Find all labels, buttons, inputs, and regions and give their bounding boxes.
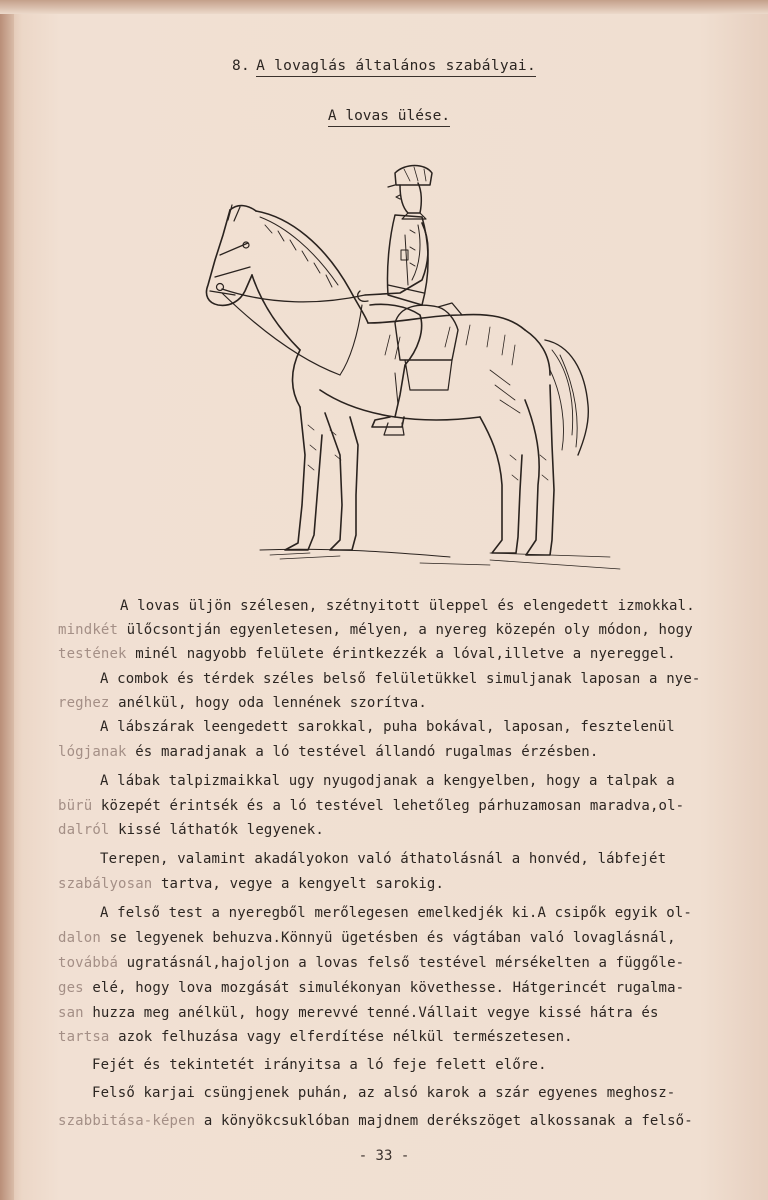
text-line-19: Fejét és tekintetét irányitsa a ló feje felett előre. (92, 1057, 547, 1073)
section-heading (0, 58, 768, 74)
subsection-title: A lovas ülése. (328, 108, 450, 127)
text-line-6: A lábszárak leengedett sarokkal, puha bokával, laposan, fesztelenül (100, 719, 675, 735)
text-line-21: szabbitása-képen a könyökcsuklóban majdnem derékszöget alkossanak a felső- (58, 1113, 693, 1129)
text-line-2: mindkét ülőcsontján egyenletesen, mélyen, a nyereg közepén oly módon, hogy (58, 622, 693, 638)
horse-and-rider-drawing-icon (190, 155, 640, 575)
text-line-14: dalon se legyenek behuzva.Könnyü ügetésben és vágtában való lovaglásnál, (58, 930, 676, 946)
book-spine-shadow (0, 0, 14, 1200)
text-line-11: Terepen, valamint akadályokon való áthatolásnál a honvéd, lábfejét (100, 851, 667, 867)
text-line-1: A lovas üljön szélesen, szétnyitott üleppel és elengedett izmokkal. (120, 598, 695, 614)
text-line-9: bürü közepét érintsék és a ló testével lehetőleg párhuzamosan maradva,ol- (58, 798, 685, 814)
text-line-18: tartsa azok felhuzása vagy elferdítése nélkül természetesen. (58, 1029, 573, 1045)
page-number: - 33 - (358, 1148, 410, 1164)
text-line-17: san huzza meg anélkül, hogy merevvé tenné.Vállait vegye kissé hátra és (58, 1005, 659, 1021)
section-title: A lovaglás általános szabályai. (256, 58, 536, 77)
text-line-13: A felső test a nyeregből merőlegesen emelkedjék ki.A csipők egyik ol- (100, 905, 692, 921)
text-line-4: A combok és térdek széles belső felületükkel simuljanak laposan a nye- (100, 671, 701, 687)
text-line-8: A lábak talpizmaikkal ugy nyugodjanak a kengyelben, hogy a talpak a (100, 773, 675, 789)
text-line-5: reghez anélkül, hogy oda lennének szorítva. (58, 695, 427, 711)
text-line-20: Felső karjai csüngjenek puhán, az alsó karok a szár egyenes meghosz- (92, 1085, 676, 1101)
text-line-7: lógjanak és maradjanak a ló testével állandó rugalmas érzésben. (58, 744, 599, 760)
text-line-3: testének minél nagyobb felülete érintkezzék a lóval,illetve a nyereggel. (58, 646, 676, 662)
subsection-heading (0, 108, 768, 124)
text-line-12: szabályosan tartva, vegye a kengyelt sarokig. (58, 876, 445, 892)
text-line-16: ges elé, hogy lova mozgását simulékonyan követhesse. Hátgerincét rugalma- (58, 980, 685, 996)
text-line-15: továbbá ugratásnál,hajoljon a lovas felső testével mérsékelten a függőle- (58, 955, 685, 971)
section-number: 8. (232, 58, 251, 74)
page-top-edge (0, 0, 768, 14)
text-line-10: dalról kissé láthatók legyenek. (58, 822, 324, 838)
